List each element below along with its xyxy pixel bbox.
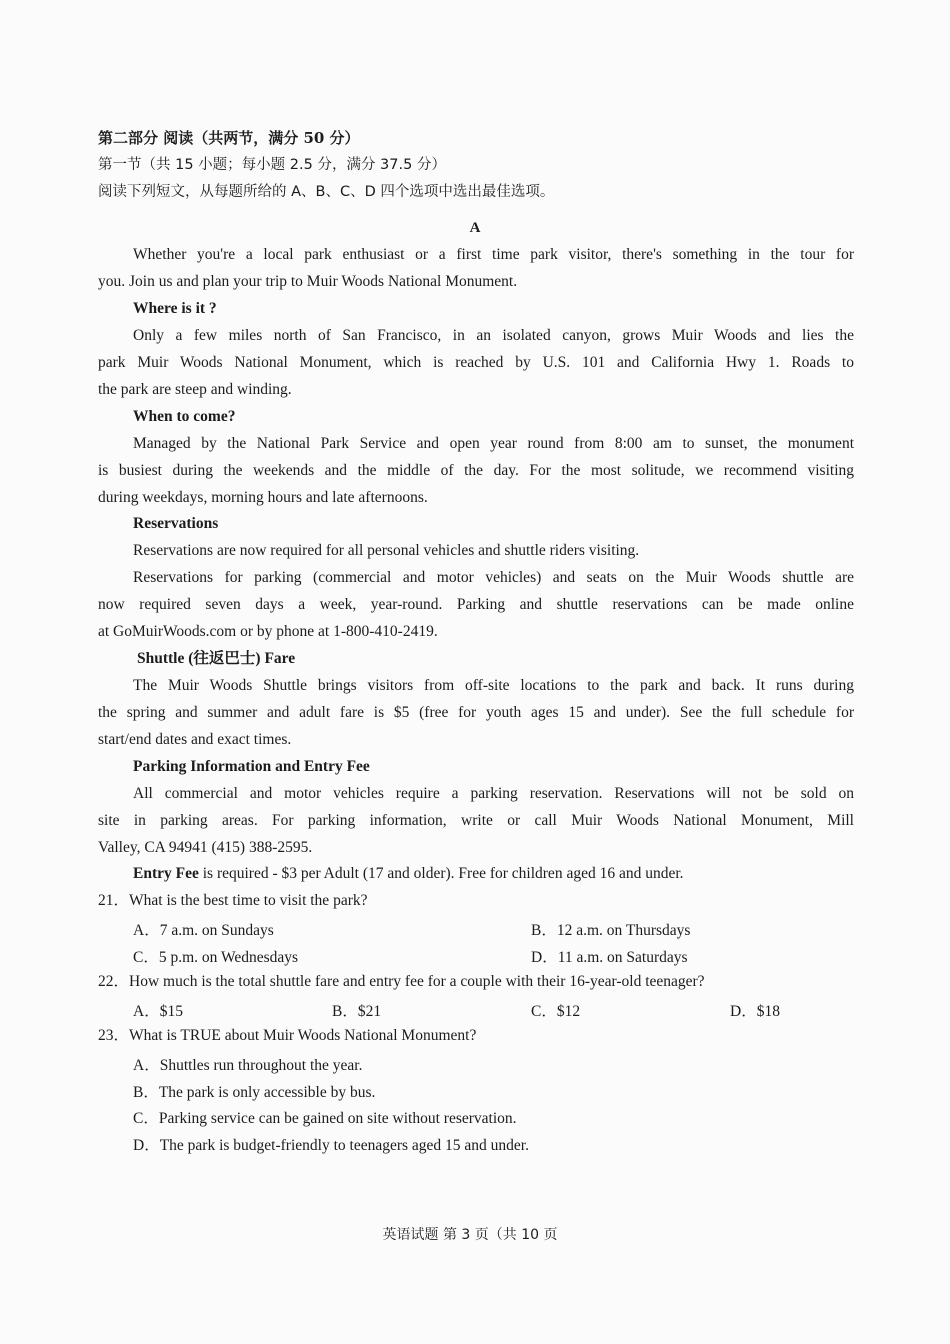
- q23-option-b: B．The park is only accessible by bus.: [133, 1084, 376, 1101]
- q21-option-c: C．5 p.m. on Wednesdays: [133, 949, 299, 966]
- parking-line-2: site in parking areas. For parking information, write or call Muir Woods National Monument, Mill: [98, 812, 854, 829]
- question-number: 23．: [98, 1027, 130, 1044]
- shuttle-heading: Shuttle (往返巴士) Fare: [137, 650, 296, 667]
- where-heading: Where is it ?: [133, 300, 217, 317]
- q23-option-d: D．The park is budget-friendly to teenagers aged 15 and under.: [133, 1137, 529, 1154]
- q23-option-a: A．Shuttles run throughout the year.: [133, 1057, 363, 1074]
- section-title: 第二部分 阅读（共两节，满分 50 分）: [98, 129, 360, 147]
- shuttle-line-2: the spring and summer and adult fare is $5 (free for youth ages 15 and under). See the full schedule for: [98, 704, 854, 721]
- entry-fee-text: is required - $3 per Adult (17 and older). Free for children aged 16 and under.: [198, 865, 684, 882]
- parking-line-3: Valley, CA 94941 (415) 388-2595.: [98, 839, 313, 856]
- reservations-heading: Reservations: [133, 515, 219, 532]
- q23-option-c: C．Parking service can be gained on site without reservation.: [133, 1110, 517, 1127]
- reservations-line-2: Reservations for parking (commercial and motor vehicles) and seats on the Muir Woods shuttle are: [133, 569, 854, 586]
- parking-heading: Parking Information and Entry Fee: [133, 758, 370, 775]
- q22-option-d: D．$18: [730, 1003, 780, 1020]
- question-23: [98, 1026, 476, 1046]
- where-line-1: Only a few miles north of San Francisco, in an isolated canyon, grows Muir Woods and lies the: [133, 327, 854, 344]
- entry-fee-label: Entry Fee: [133, 865, 199, 882]
- parking-line-1: All commercial and motor vehicles require a parking reservation. Reservations will not be sold on: [133, 785, 854, 802]
- shuttle-line-3: start/end dates and exact times.: [98, 731, 292, 748]
- question-text: What is the best time to visit the park?: [129, 892, 368, 909]
- when-line-2: is busiest during the weekends and the middle of the day. For the most solitude, we recommend visiting: [98, 462, 854, 479]
- intro-line-1: Whether you're a local park enthusiast or a first time park visitor, there's something in the tour for: [133, 246, 854, 263]
- when-line-3: during weekdays, morning hours and late afternoons.: [98, 489, 428, 506]
- page-footer: 英语试题 第 3 页（共 10 页: [382, 1227, 558, 1243]
- where-line-2: park Muir Woods National Monument, which is reached by U.S. 101 and California Hwy 1. Roads to: [98, 354, 854, 371]
- question-22: [98, 972, 705, 992]
- reservations-line-1: Reservations are now required for all personal vehicles and shuttle riders visiting.: [133, 542, 640, 559]
- reservations-line-4: at GoMuirWoods.com or by phone at 1-800-410-2419.: [98, 623, 438, 640]
- q22-option-a: A．$15: [133, 1003, 183, 1020]
- question-number: 22．: [98, 973, 130, 990]
- question-21: [98, 891, 368, 911]
- question-text: What is TRUE about Muir Woods National Monument?: [129, 1027, 477, 1044]
- entry-fee-line: [133, 864, 684, 884]
- when-line-1: Managed by the National Park Service and open year round from 8:00 am to sunset, the monument: [133, 435, 854, 452]
- q21-option-b: B．12 a.m. on Thursdays: [531, 922, 691, 939]
- reservations-line-3: now required seven days a week, year-round. Parking and shuttle reservations can be made online: [98, 596, 854, 613]
- intro-line-2: you. Join us and plan your trip to Muir Woods National Monument.: [98, 273, 518, 290]
- passage-letter: A: [469, 220, 481, 236]
- question-text: How much is the total shuttle fare and entry fee for a couple with their 16-year-old teenager?: [129, 973, 705, 990]
- q21-option-a: A．7 a.m. on Sundays: [133, 922, 274, 939]
- when-heading: When to come?: [133, 408, 236, 425]
- shuttle-line-1: The Muir Woods Shuttle brings visitors from off-site locations to the park and back. It runs during: [133, 677, 854, 694]
- subsection-title: 第一节（共 15 小题；每小题 2.5 分，满分 37.5 分）: [98, 157, 446, 173]
- instruction: 阅读下列短文，从每题所给的 A、B、C、D 四个选项中选出最佳选项。: [98, 184, 555, 200]
- q22-option-c: C．$12: [531, 1003, 581, 1020]
- q21-option-d: D．11 a.m. on Saturdays: [531, 949, 688, 966]
- where-line-3: the park are steep and winding.: [98, 381, 292, 398]
- q22-option-b: B．$21: [332, 1003, 382, 1020]
- question-number: 21．: [98, 892, 130, 909]
